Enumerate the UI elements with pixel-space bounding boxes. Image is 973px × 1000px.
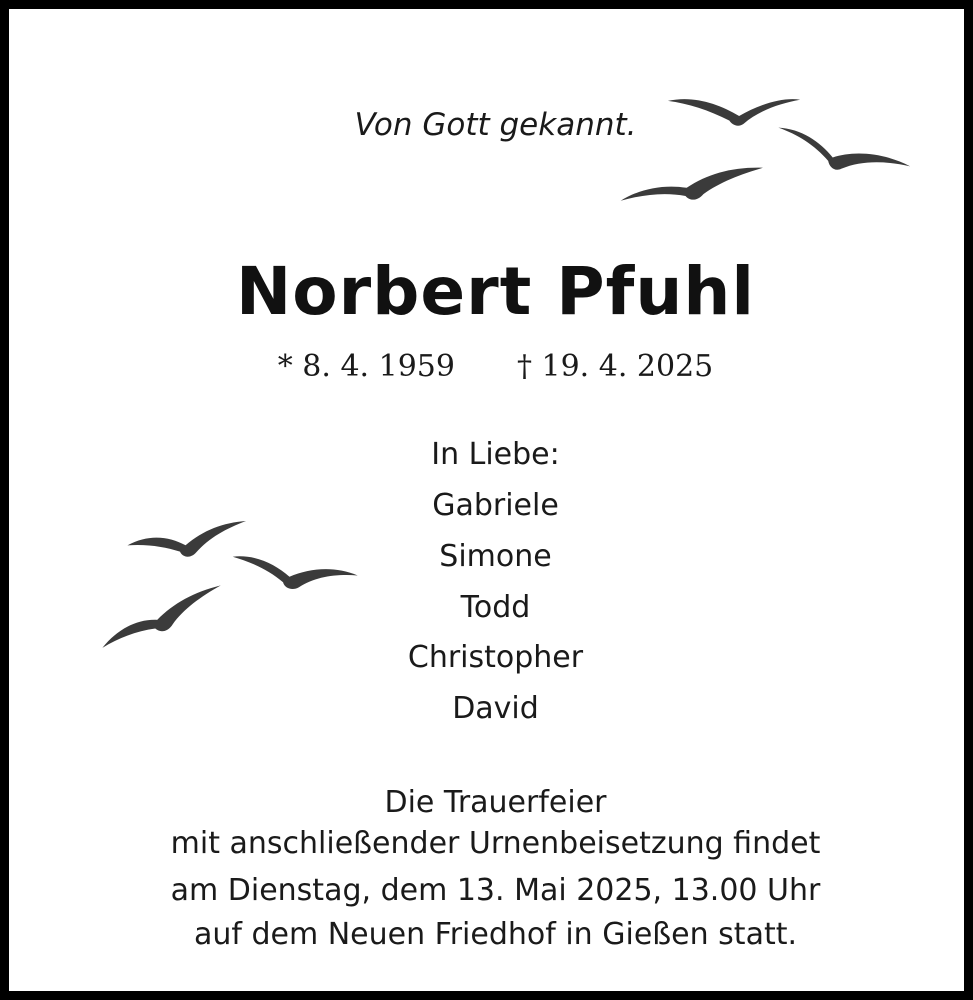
life-dates xyxy=(9,349,973,384)
birth-date: * 8. 4. 1959 xyxy=(277,349,455,384)
bird-icon xyxy=(619,166,766,207)
service-line: Die Trauerfeier xyxy=(384,785,607,820)
service-line: mit anschließender Urnenbeisetzung findet xyxy=(170,826,821,861)
service-line: auf dem Neuen Friedhof in Gießen statt. xyxy=(193,917,798,952)
motto: Von Gott gekannt. xyxy=(354,107,637,143)
mourner-name: David xyxy=(452,691,539,726)
mourner-name: Simone xyxy=(439,539,552,574)
mourner-name: Christopher xyxy=(407,640,584,675)
mourners-intro: In Liebe: xyxy=(431,437,560,472)
birds-left-icon xyxy=(94,509,374,659)
mourner-name: Gabriele xyxy=(432,488,559,523)
deceased-name: Norbert Pfuhl xyxy=(236,253,755,330)
death-date: † 19. 4. 2025 xyxy=(516,349,714,384)
mourner-name: Todd xyxy=(460,590,531,625)
service-line: am Dienstag, dem 13. Mai 2025, 13.00 Uhr xyxy=(170,873,821,908)
